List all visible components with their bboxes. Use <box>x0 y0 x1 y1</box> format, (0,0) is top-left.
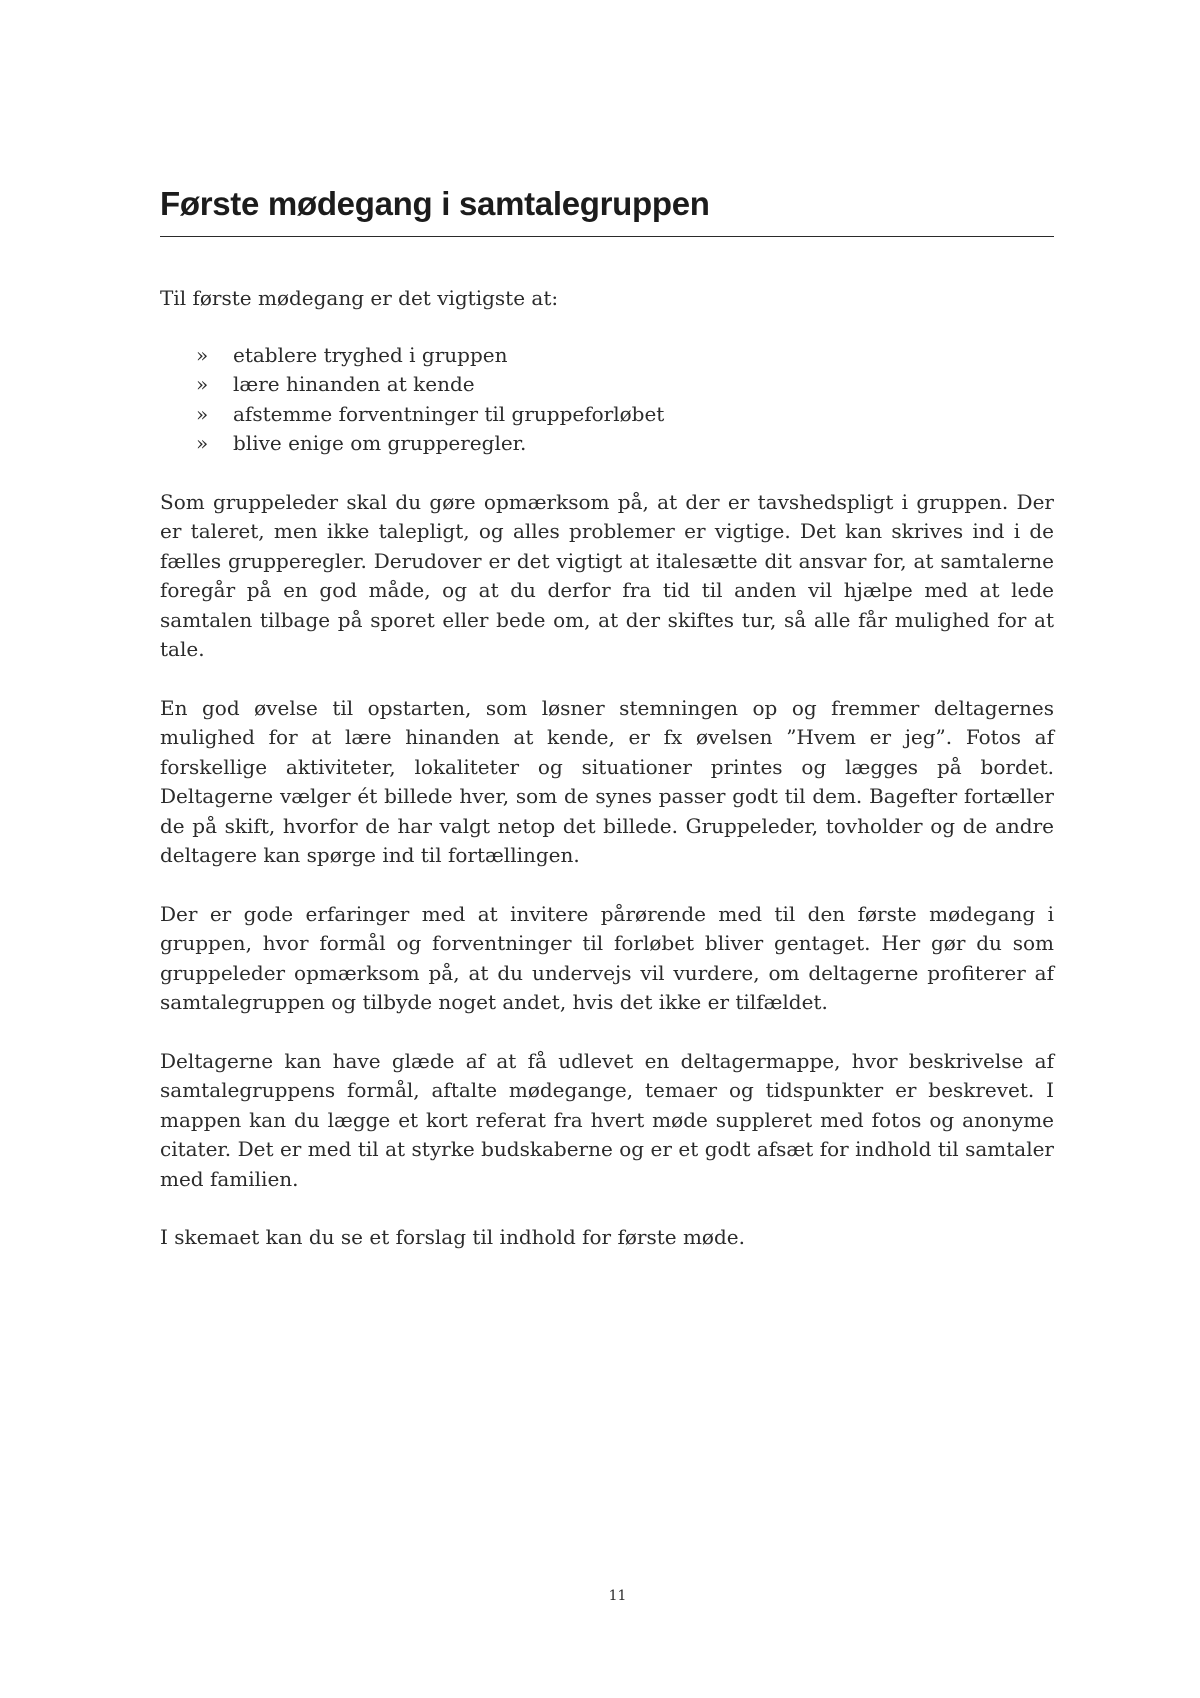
intro-paragraph: Til første mødegang er det vigtigste at: <box>160 286 559 310</box>
bullet-marker: » <box>196 342 209 367</box>
list-item <box>160 370 1054 400</box>
body-text <box>160 284 1054 1282</box>
list-item-text: etablere tryghed i gruppen <box>233 342 508 367</box>
bullet-marker: » <box>196 431 209 455</box>
heading-divider <box>160 236 1054 237</box>
paragraph-relatives: Der er gode erfaringer med at invitere pårørende med til den første mødegang i gruppen, hvor formål og forventninger til forløbet bliver gentaget. Her gør du som gruppeleder opmærksom på, at du undervejs vil vurdere, om deltagerne profiterer af samtalegruppen og tilbyde noget andet, hvis det ikke er tilfældet. <box>160 901 1054 1014</box>
list-item-text: blive enige om grupperegler. <box>233 431 527 455</box>
page-title: Første mødegang i samtalegruppen <box>160 185 710 222</box>
list-item <box>160 400 1054 430</box>
paragraph-participant-folder: Deltagerne kan have glæde af at få udlevet en deltagermappe, hvor beskrivelse af samtalegruppens formål, aftalte mødegange, temaer og tidspunkter er beskrevet. I mappen kan du lægge et kort referat fra hvert møde suppleret med fotos og anonyme citater. Det er med til at styrke budskaberne og er et godt afsæt for indhold til samtaler med familien. <box>160 1048 1054 1191</box>
list-item <box>160 341 1054 371</box>
page-number: 11 <box>608 1588 627 1604</box>
list-item-text: afstemme forventninger til gruppeforløbet <box>233 401 665 426</box>
list-item <box>160 429 1054 459</box>
closing-paragraph: I skemaet kan du se et forslag til indhold for første møde. <box>160 1225 745 1249</box>
bullet-list <box>160 341 1054 459</box>
bullet-marker: » <box>196 401 209 426</box>
paragraph-confidentiality: Som gruppeleder skal du gøre opmærksom på, at der er tavshedspligt i gruppen. Der er taleret, men ikke talepligt, og alles problemer er vigtige. Det kan skrives ind i de fælles grupperegler. Derudover er det vigtigt at italesætte dit ansvar for, at samtalerne foregår på en god måde, og at du derfor fra tid til anden vil hjælpe med at lede samtalen tilbage på sporet eller bede om, at der skiftes tur, så alle får mulighed for at tale. <box>160 489 1054 661</box>
paragraph-exercise: En god øvelse til opstarten, som løsner stemningen op og fremmer deltagernes mulighed for at lære hinanden at kende, er fx øvelsen ”Hvem er jeg”. Fotos af forskellige aktiviteter, lokaliteter og situationer printes og lægges på bordet. Deltagerne vælger ét billede hver, som de synes passer godt til dem. Bagefter fortæller de på skift, hvorfor de har valgt netop det billede. Gruppeleder, tovholder og de andre deltagere kan spørge ind til fortællingen. <box>160 695 1054 867</box>
list-item-text: lære hinanden at kende <box>233 372 475 396</box>
bullet-marker: » <box>196 372 209 396</box>
